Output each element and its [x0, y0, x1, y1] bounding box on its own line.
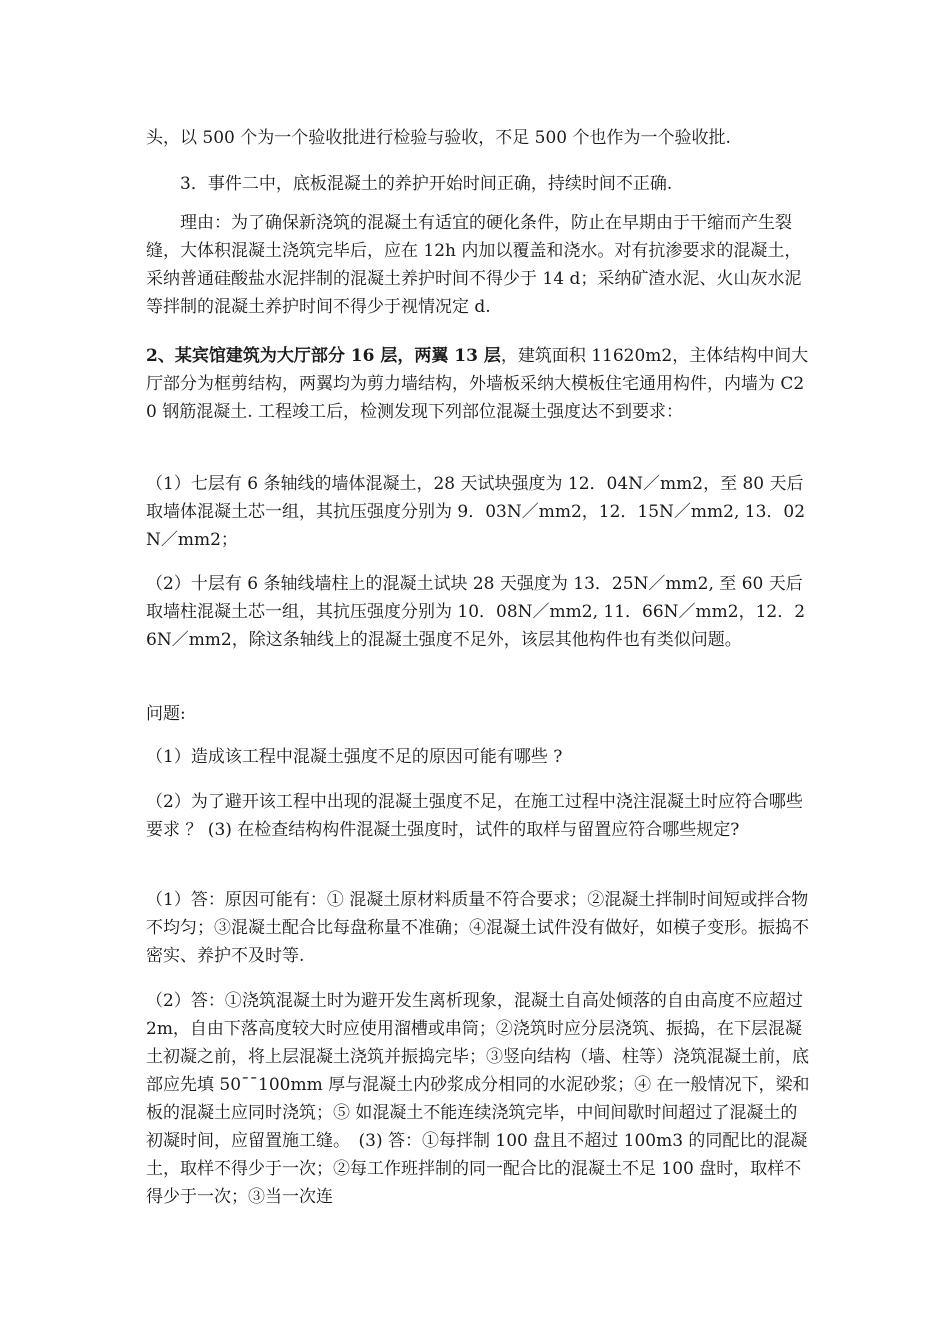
paragraph-questions-heading: 问题:: [146, 704, 186, 724]
paragraph-question-1: （1）造成该工程中混凝土强度不足的原因可能有哪些 ?: [146, 747, 563, 767]
case-2-heading: 2、某宾馆建筑为大厅部分 16 层，两翼 13 层: [146, 346, 501, 366]
paragraph-answer-3: 3．事件二中，底板混凝土的养护开始时间正确，持续时间不正确.: [180, 174, 673, 194]
paragraph-case-2: [146, 342, 814, 426]
paragraph-answer-2: （2）答：①浇筑混凝土时为避开发生离析现象，混凝土自高处倾落的自由高度不应超过 2m，自由下落高度较大时应使用溜槽或串筒；②浇筑时应分层浇筑、振捣，在下层混凝土初凝之前，将上层混凝土浇筑并振捣完毕；③竖向结构（墙、柱等）浇筑混凝土前，底部应先填 50¯¯100mm 厚与混凝土内砂浆成分相同的水泥砂浆；④ 在一般情况下，梁和板的混凝土应同时浇筑；⑤ 如混凝土不能连续浇筑完毕，中间间歇时间超过了混凝土的初凝时间，应留置施工缝。 (3) 答：①每拌制 100 盘且不超过 100m3 的同配比的混凝土，取样不得少于一次；②每工作班拌制的同一配合比的混凝土不足 100 盘时，取样不得少于一次；③当一次连: [146, 991, 810, 1207]
case-2-body: ，建筑面积 11620m2，主体结构中间大厅部分为框剪结构，两翼均为剪力墙结构，外墙板采纳大模板住宅通用构件，内墙为 C20 钢筋混凝土. 工程竣工后，检测发现下列部位混凝土强度达不到要求：: [146, 346, 809, 422]
paragraph-item-2: （2）十层有 6 条轴线墙柱上的混凝土试块 28 天强度为 13．25N／mm2, 至 60 天后取墙柱混凝土芯一组，其抗压强度分别为 10．08N／mm2, 11．66N／mm2，12．26N／mm2，除这条轴线上的混凝土强度不足外，该层其他构件也有类似问题。: [146, 574, 806, 650]
paragraph-question-2: （2）为了避开该工程中出现的混凝土强度不足，在施工过程中浇注混凝土时应符合哪些要求 ？ (3) 在检查结构构件混凝土强度时，试件的取样与留置应符合哪些规定?: [146, 792, 803, 840]
paragraph-continuation: 头，以 500 个为一个验收批进行检验与验收，不足 500 个也作为一个验收批.: [146, 128, 731, 148]
paragraph-reason: 理由：为了确保新浇筑的混凝土有适宜的硬化条件，防止在早期由于干缩而产生裂缝，大体积混凝土浇筑完毕后，应在 12h 内加以覆盖和浇水。对有抗渗要求的混凝土，采纳普通硅酸盐水泥拌制的混凝土养护时间不得少于 14 d；采纳矿渣水泥、火山灰水泥等拌制的混凝土养护时间不得少于视情况定 d.: [146, 213, 802, 317]
paragraph-item-1: （1）七层有 6 条轴线的墙体混凝土，28 天试块强度为 12．04N／mm2，至 80 天后取墙体混凝土芯一组，其抗压强度分别为 9．03N／mm2，12．15N／mm2, 13．02N／mm2；: [146, 474, 806, 550]
paragraph-answer-1: （1）答：原因可能有：① 混凝土原材料质量不符合要求；②混凝土拌制时间短或拌合物不均匀；③混凝土配合比每盘称量不准确；④混凝土试件没有做好，如模子变形。振捣不密实、养护不及时等.: [146, 890, 809, 966]
